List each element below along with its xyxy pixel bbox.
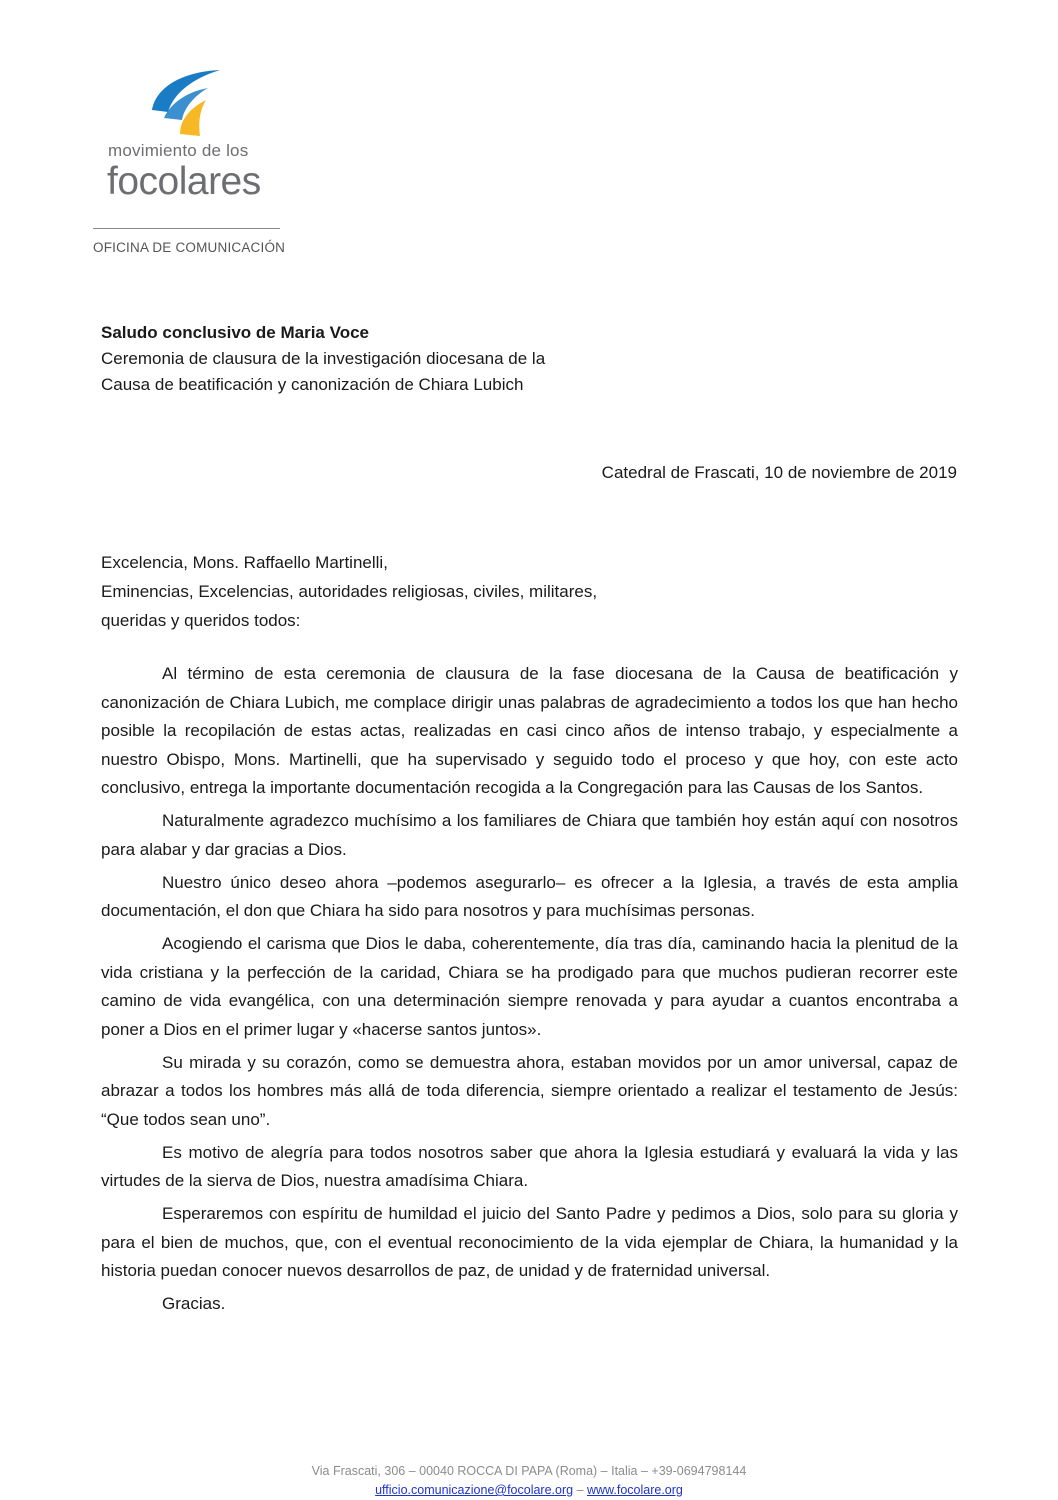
letter-body <box>101 660 958 1323</box>
paragraph: Nuestro único deseo ahora –podemos asegurarlo– es ofrecer a la Iglesia, a través de esta amplia documentación, el don que Chiara ha sido para nosotros y para muchísimas personas. <box>101 872 958 920</box>
logo-text-small: movimiento de los <box>108 141 249 160</box>
focolare-logo <box>108 68 273 203</box>
document-heading <box>101 320 961 398</box>
paragraph: Su mirada y su corazón, como se demuestra ahora, estaban movidos por un amor universal, capaz de abrazar a todos los hombres más allá de toda diferencia, siempre orientado a realizar el testamento de Jesús: “Que todos sean uno”. <box>101 1052 958 1129</box>
email-link[interactable]: ufficio.comunicazione@focolare.org <box>375 1483 574 1497</box>
website-link[interactable]: www.focolare.org <box>587 1483 683 1497</box>
footer-links <box>0 1481 1058 1500</box>
paragraph: Esperaremos con espíritu de humildad el juicio del Santo Padre y pedimos a Dios, solo para su gloria y para el bien de muchos, que, con el eventual reconocimiento de la vida ejemplar de Chiara, la humanidad y la historia puedan conocer nuevos desarrollos de paz, de unidad y de fraternidad universal. <box>101 1204 958 1280</box>
document-title: Saludo conclusivo de Maria Voce <box>101 323 369 342</box>
paragraph: Al término de esta ceremonia de clausura de la fase diocesana de la Causa de beatificación y canonización de Chiara Lubich, me complace dirigir unas palabras de agradecimiento a todos los que han hecho posible la recopilación de estas actas, realizadas en casi cinco años de intenso trabajo, y especialmente a nuestro Obispo, Mons. Martinelli, que ha supervisado y seguido todo el proceso y que hoy, con este acto conclusivo, entrega la importante documentación recogida a la Congregación para las Causas de los Santos. <box>101 664 958 797</box>
focolare-swoosh-icon <box>150 68 230 138</box>
closing: Gracias. <box>162 1294 226 1313</box>
footer-address: Via Frascati, 306 – 00040 ROCCA DI PAPA (Roma) – Italia – +39-0694798144 <box>311 1464 747 1478</box>
place-date: Catedral de Frascati, 10 de noviembre de 2019 <box>601 463 957 482</box>
paragraph: Naturalmente agradezco muchísimo a los familiares de Chiara que también hoy están aquí con nosotros para alabar y dar gracias a Dios. <box>101 811 958 859</box>
document-subtitle-line-2: Causa de beatificación y canonización de Chiara Lubich <box>101 375 524 394</box>
salutation-line: queridas y queridos todos: <box>101 611 301 630</box>
footer <box>0 1462 1058 1500</box>
document-subtitle-line-1: Ceremonia de clausura de la investigación diocesana de la <box>101 349 546 368</box>
salutation-line: Excelencia, Mons. Raffaello Martinelli, <box>101 553 388 572</box>
salutation-line: Eminencias, Excelencias, autoridades religiosas, civiles, militares, <box>101 582 598 601</box>
footer-separator: – <box>573 1483 587 1497</box>
office-label: OFICINA DE COMUNICACIÓN <box>93 240 286 255</box>
logo-text-big: focolares <box>107 160 261 203</box>
paragraph: Es motivo de alegría para todos nosotros saber que ahora la Iglesia estudiará y evaluará la vida y las virtudes de la sierva de Dios, nuestra amadísima Chiara. <box>101 1142 958 1190</box>
office-divider <box>93 228 280 229</box>
salutation <box>101 548 597 635</box>
paragraph: Acogiendo el carisma que Dios le daba, coherentemente, día tras día, caminando hacia la plenitud de la vida cristiana y la perfección de la caridad, Chiara se ha prodigado para que muchos pudieran recorrer este camino de vida evangélica, con una determinación siempre renovada y para ayudar a cuantos encontraba a poner a Dios en el primer lugar y «hacerse santos juntos». <box>101 934 958 1039</box>
